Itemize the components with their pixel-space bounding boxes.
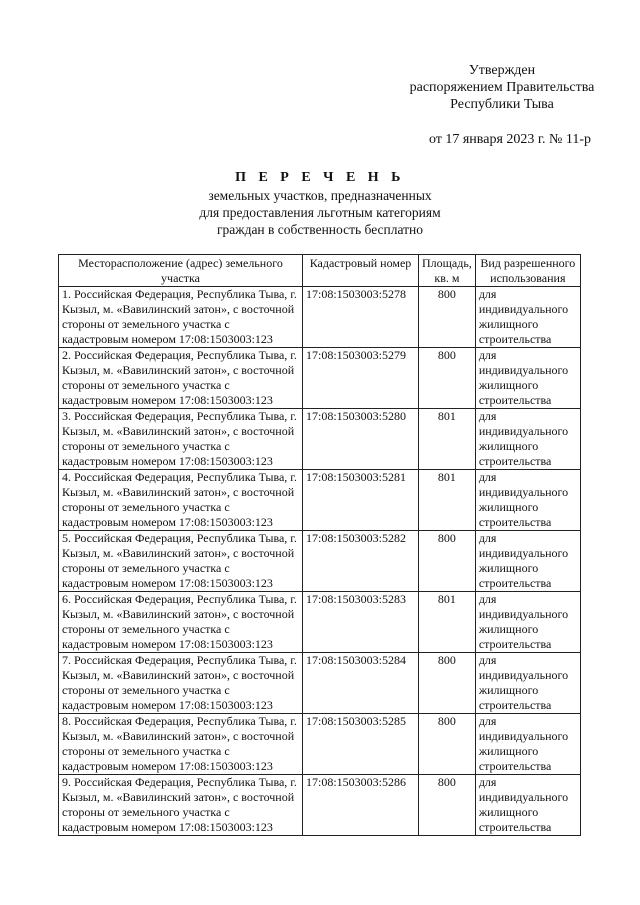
cell-area: 800	[419, 775, 476, 836]
cell-area: 801	[419, 592, 476, 653]
table-row	[59, 470, 581, 531]
table-row	[59, 775, 581, 836]
cell-location: 7. Российская Федерация, Республика Тыва, г. Кызыл, м. «Вавилинский затон», с восточной стороны от земельного участка с кадастровым номером 17:08:1503003:123	[59, 653, 303, 714]
table-row	[59, 531, 581, 592]
cell-location: 4. Российская Федерация, Республика Тыва, г. Кызыл, м. «Вавилинский затон», с восточной стороны от земельного участка с кадастровым номером 17:08:1503003:123	[59, 470, 303, 531]
approval-line-approved: Утвержден	[468, 63, 536, 78]
cell-area: 800	[419, 348, 476, 409]
cell-cadastral-number: 17:08:1503003:5278	[303, 287, 419, 348]
cell-cadastral-number: 17:08:1503003:5283	[303, 592, 419, 653]
table-row	[59, 409, 581, 470]
document-subtitle-line-1: земельных участков, предназначенных	[208, 188, 432, 203]
table-row	[59, 287, 581, 348]
header-cadastral-number: Кадастровый номер	[303, 255, 419, 287]
cell-cadastral-number: 17:08:1503003:5284	[303, 653, 419, 714]
cell-permitted-use: для индивидуального жилищного строительства	[475, 714, 580, 775]
table-row	[59, 592, 581, 653]
cell-permitted-use: для индивидуального жилищного строительства	[475, 592, 580, 653]
approval-order-date: от 17 января 2023 г. № 11-р	[428, 132, 592, 147]
cell-permitted-use: для индивидуального жилищного строительства	[475, 653, 580, 714]
cell-permitted-use: для индивидуального жилищного строительства	[475, 348, 580, 409]
cell-permitted-use: для индивидуального жилищного строительства	[475, 775, 580, 836]
header-location: Месторасположение (адрес) земельного участка	[59, 255, 303, 287]
cell-cadastral-number: 17:08:1503003:5282	[303, 531, 419, 592]
cell-permitted-use: для индивидуального жилищного строительства	[475, 470, 580, 531]
land-plots-table	[58, 254, 581, 836]
cell-area: 800	[419, 287, 476, 348]
cell-location: 3. Российская Федерация, Республика Тыва, г. Кызыл, м. «Вавилинский затон», с восточной стороны от земельного участка с кадастровым номером 17:08:1503003:123	[59, 409, 303, 470]
cell-area: 800	[419, 653, 476, 714]
cell-cadastral-number: 17:08:1503003:5285	[303, 714, 419, 775]
cell-area: 800	[419, 531, 476, 592]
cell-cadastral-number: 17:08:1503003:5281	[303, 470, 419, 531]
cell-location: 1. Российская Федерация, Республика Тыва, г. Кызыл, м. «Вавилинский затон», с восточной стороны от земельного участка с кадастровым номером 17:08:1503003:123	[59, 287, 303, 348]
header-permitted-use: Вид разрешенного использования	[475, 255, 580, 287]
cell-cadastral-number: 17:08:1503003:5286	[303, 775, 419, 836]
cell-permitted-use: для индивидуального жилищного строительства	[475, 531, 580, 592]
cell-location: 8. Российская Федерация, Республика Тыва, г. Кызыл, м. «Вавилинский затон», с восточной стороны от земельного участка с кадастровым номером 17:08:1503003:123	[59, 714, 303, 775]
document-title: П Е Р Е Ч Е Н Ь	[235, 170, 405, 185]
document-subtitle-line-2: для предоставления льготным категориям	[199, 205, 441, 220]
approval-line-order-type: распоряжением Правительства	[409, 80, 595, 95]
cell-area: 800	[419, 714, 476, 775]
header-area: Площадь, кв. м	[419, 255, 476, 287]
document-subtitle-line-3: граждан в собственность бесплатно	[216, 222, 424, 237]
table-header-row	[59, 255, 581, 287]
cell-location: 9. Российская Федерация, Республика Тыва, г. Кызыл, м. «Вавилинский затон», с восточной стороны от земельного участка с кадастровым номером 17:08:1503003:123	[59, 775, 303, 836]
cell-area: 801	[419, 470, 476, 531]
cell-cadastral-number: 17:08:1503003:5280	[303, 409, 419, 470]
document-heading	[170, 169, 470, 238]
cell-cadastral-number: 17:08:1503003:5279	[303, 348, 419, 409]
cell-permitted-use: для индивидуального жилищного строительства	[475, 409, 580, 470]
cell-area: 801	[419, 409, 476, 470]
table-row	[59, 714, 581, 775]
cell-location: 5. Российская Федерация, Республика Тыва, г. Кызыл, м. «Вавилинский затон», с восточной стороны от земельного участка с кадастровым номером 17:08:1503003:123	[59, 531, 303, 592]
cell-location: 2. Российская Федерация, Республика Тыва, г. Кызыл, м. «Вавилинский затон», с восточной стороны от земельного участка с кадастровым номером 17:08:1503003:123	[59, 348, 303, 409]
approval-stamp	[392, 62, 612, 148]
table-row	[59, 348, 581, 409]
table-row	[59, 653, 581, 714]
cell-permitted-use: для индивидуального жилищного строительства	[475, 287, 580, 348]
cell-location: 6. Российская Федерация, Республика Тыва, г. Кызыл, м. «Вавилинский затон», с восточной стороны от земельного участка с кадастровым номером 17:08:1503003:123	[59, 592, 303, 653]
approval-line-republic: Республики Тыва	[450, 97, 554, 112]
